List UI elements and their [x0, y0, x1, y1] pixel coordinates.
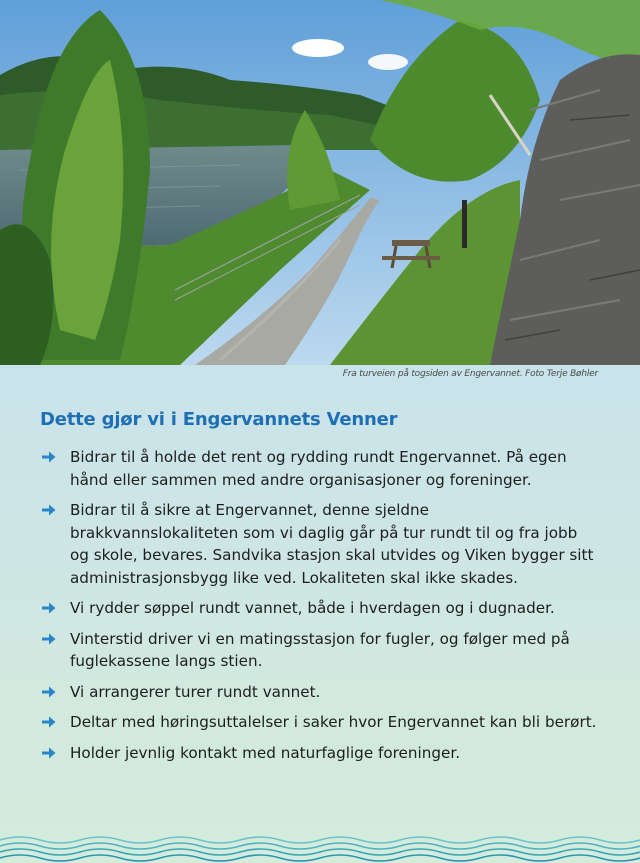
wave-decoration	[0, 832, 640, 863]
arrow-right-icon	[42, 451, 56, 463]
list-item-text: Vi rydder søppel rundt vannet, både i hverdagen og i dugnader.	[70, 599, 555, 617]
arrow-right-icon	[42, 633, 56, 645]
list-item-text: Bidrar til å sikre at Engervannet, denne sjeldne brakkvannslokaliteten som vi daglig går på tur rundt til og fra jobb og skole, bevares. Sandvika stasjon skal utvides og Viken bygger sitt administrasjonsbygg like ved. Lokaliteten skal ikke skades.	[70, 501, 594, 587]
list-item	[40, 499, 600, 589]
section-heading: Dette gjør vi i Engervannets Venner	[40, 409, 398, 430]
list-item-text: Holder jevnlig kontakt med naturfaglige foreninger.	[70, 743, 461, 762]
list-item-text: Vi arrangerer turer rundt vannet.	[70, 682, 321, 701]
arrow-right-icon	[42, 716, 56, 728]
list-item	[40, 681, 600, 704]
list-item	[40, 628, 600, 673]
photo-caption: Fra turveien på togsiden av Engervannet. Foto Terje Bøhler	[342, 369, 598, 379]
list-item	[40, 711, 600, 734]
activity-list	[40, 446, 600, 772]
arrow-right-icon	[42, 602, 56, 614]
arrow-right-icon	[42, 686, 56, 698]
list-item-text: Bidrar til å holde det rent og rydding rundt Engervannet. På egen hånd eller sammen med andre organisasjoner og foreninger.	[70, 448, 567, 489]
lake-path-photo	[0, 0, 640, 365]
arrow-right-icon	[42, 504, 56, 516]
list-item-text: Vinterstid driver vi en matingsstasjon for fugler, og følger med på fuglekassene langs stien.	[70, 629, 570, 670]
list-item	[40, 597, 600, 620]
list-item	[40, 742, 600, 765]
arrow-right-icon	[42, 747, 56, 759]
list-item-text: Deltar med høringsuttalelser i saker hvor Engervannet kan bli berørt.	[70, 713, 597, 731]
list-item	[40, 446, 600, 491]
